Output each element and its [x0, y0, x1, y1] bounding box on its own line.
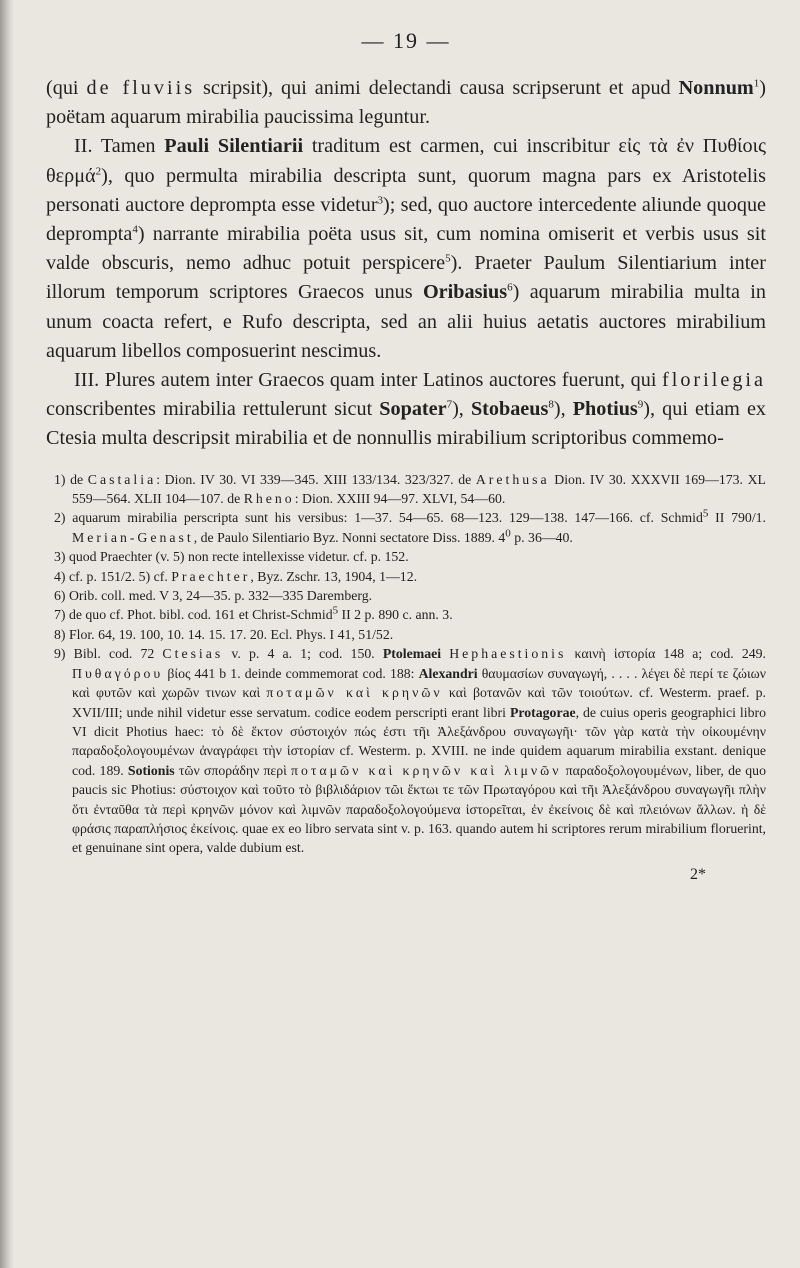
author-name: Sopater [379, 398, 447, 421]
footnote-3 [46, 547, 766, 566]
text-run [441, 646, 449, 661]
footnote-7 [46, 605, 766, 624]
spaced-term: Merian-Genast [72, 529, 194, 545]
text-run: 6) Orib. coll. med. V 3, 24—35. p. 332—335 Daremberg. [54, 588, 373, 604]
spaced-term: Hephaestionis [449, 646, 567, 662]
author-name: Oribasius [422, 281, 508, 304]
text-run: θαυμασίων συναγωγή, . . . . λέγει δὲ περί τε ζώιων καὶ φυτῶν καὶ χωρῶν τινων καὶ [72, 665, 767, 701]
text-run: ). Praeter Paulum Silentiarium inter illorum temporum scriptores Graecos unus [46, 252, 766, 304]
text-run: καινὴ ἱστορία 148 a; cod. 249. [566, 646, 766, 662]
footnote-marker: 3 [377, 194, 384, 207]
author-name: Sotionis [127, 762, 175, 778]
text-run: traditum est carmen, cui inscribitur εἰς τὰ ἐν Πυθίοις θερμά [46, 135, 766, 187]
text-run: , de Paulo Silentiario Byz. Nonni sectatore Diss. 1889. 4 [193, 529, 506, 545]
spaced-term: Πυθαγόρου [72, 665, 164, 681]
text-run: , Byz. Zschr. 13, 1904, 1—12. [250, 568, 418, 584]
spaced-term: Arethusa [475, 471, 550, 487]
text-run: , de cuius operis geographici libro VI dicit Photius haec: τὸ δὲ ἕκτον σύστοιχόν πώς ἐστι τῆι Ἀλεξάνδρου συναγωγῆι· τῶν γὰρ κατὰ τὴν οἰκουμένην παραδοξολογουμένων ἀναγράφει τὴν ἱστορίαν cf. Westerm. p. XVIII. ne inde quidem aquarum mirabilia exstant. denique cod. 189. [72, 704, 766, 778]
text-run: 3) quod Praechter (v. 5) non recte intellexisse videtur. cf. p. 152. [54, 549, 409, 565]
text-run: ), [452, 398, 471, 421]
footnotes [46, 470, 766, 858]
paragraph-2 [46, 132, 766, 366]
text-run: 7) de quo cf. Phot. bibl. cod. 161 et Christ-Schmid [54, 607, 333, 623]
format-superscript: 0 [505, 527, 511, 540]
edition-superscript: 5 [702, 507, 709, 520]
text-run: II 2 p. 890 c. ann. 3. [338, 607, 453, 623]
footnote-8 [46, 625, 766, 644]
signature-mark: 2* [690, 865, 706, 883]
main-text [46, 74, 766, 454]
spaced-term: Rheno [243, 491, 295, 507]
text-run: ) aquarum mirabilia multa in unum coacta refert, e Rufo descripta, sed an alii huius aetatis auctores mirabilium aquarum libellos composuerint nescimus. [46, 281, 766, 362]
author-name: Stobaeus [470, 398, 549, 421]
footnote-marker: 7 [446, 398, 453, 411]
author-name: Pauli Silentiarii [164, 135, 304, 158]
spaced-term: ποταμῶν καὶ κρηνῶν [266, 685, 443, 701]
footnote-marker: 9 [637, 398, 644, 411]
text-run: 9) Bibl. cod. 72 [54, 646, 163, 662]
footnote-1 [46, 470, 766, 509]
footnote-6 [46, 586, 766, 605]
text-run: ) narrante mirabilia poëta usus sit, cum nomina omiserit et verbis usus sit valde obscuris, nemo adhuc potuit perspicere [46, 223, 766, 275]
spaced-term: ποταμῶν καὶ κρηνῶν καὶ λιμνῶν [291, 762, 562, 778]
text-run: p. 36—40. [510, 529, 573, 545]
spaced-term: Praechter [171, 568, 251, 584]
text-run: Dion. IV 30. XXXVII 169—173. XL 559—564. XLII 104—107. de [72, 471, 766, 507]
author-name: Photius [572, 398, 638, 421]
author-name: Nonnum [678, 77, 754, 99]
paragraph-1 [46, 74, 766, 132]
footnote-2 [46, 508, 766, 547]
edition-superscript: 5 [332, 604, 339, 617]
text-run: ) poëtam aquarum mirabilia paucissima leguntur. [46, 77, 766, 129]
text-run: τῶν σποράδην περὶ [174, 762, 292, 778]
page-number: — 19 — [361, 28, 451, 53]
footnote-4-5 [46, 567, 766, 586]
text-run: 2) aquarum mirabilia perscripta sunt his versibus: 1—37. 54—65. 68—123. 129—138. 147—166. cf. Schmid [54, 510, 703, 526]
text-run: : Dion. XXIII 94—97. XLVI, 54—60. [294, 491, 506, 507]
text-run: παραδοξολογουμένων, liber, de quo paucis sic Photius: σύστοιχον καὶ τοῦτο τὸ βιβλιδάριον τῶι ἕκτωι τε τῶν Πρωταγόρου καὶ τῆι Ἀλεξάνδρου συναγωγῆι πλὴν ὅτι ἐνταῦθα τὰ περὶ κρηνῶν μόνον καὶ λιμνῶν παραδοξολογούμενα ἱστορεῖται, ἐν ἐκείνοις δὲ καὶ πλειόνων ἄλλων. ἡ δὲ φράσις παραπλήσιος ἐκείνοις. quae ex eo libro servata sint v. p. 163. quando autem hi scriptores rerum mirabilium floruerint, et genuinane sint opera, valde dubium est. [72, 762, 766, 856]
text-run: : Dion. IV 30. VI 339—345. XIII 133/134. 323/327. de [156, 471, 476, 487]
text-run: II. Tamen [74, 135, 165, 158]
author-name: Protagorae [509, 704, 576, 720]
author-name: Alexandri [418, 665, 478, 681]
spaced-term: florilegia [662, 369, 766, 392]
footnote-marker: 1 [753, 77, 760, 90]
spaced-term: Castalia [87, 471, 157, 487]
footnote-marker: 4 [132, 223, 138, 236]
text-run: 8) Flor. 64, 19. 100, 10. 14. 15. 17. 20. Ecl. Phys. I 41, 51/52. [54, 626, 394, 642]
paragraph-3 [46, 366, 766, 454]
text-run: scripsit), qui animi delectandi causa scripserunt et apud [195, 77, 679, 99]
footnote-marker: 8 [548, 398, 554, 411]
text-run: ), [553, 398, 573, 421]
spaced-term: Ctesias [162, 646, 224, 662]
footnote-9 [46, 644, 766, 857]
text-run: v. p. 4 a. 1; cod. 150. [223, 646, 383, 662]
text-run: (qui [46, 77, 87, 99]
text-run: 1) de [54, 471, 88, 487]
text-run: καὶ βοτανῶν καὶ τῶν τοιούτων. cf. Westerm. praef. p. XVII/III; unde nihil videtur esse servatum. codice eodem perscripti erant libri [72, 685, 766, 720]
text-run: 4) cf. p. 151/2. 5) cf. [54, 568, 172, 584]
footnote-marker: 6 [507, 281, 513, 294]
footnote-marker: 2 [95, 164, 102, 177]
text-run: ), quo permulta mirabilia descripta sunt, quorum magna pars ex Aristotelis personati auctore deprompta esse videtur [46, 164, 766, 216]
text-run: II 790/1. [708, 510, 766, 526]
text-run: ); sed, quo auctore intercedente aliunde quoque deprompta [46, 193, 766, 246]
footnote-marker: 5 [445, 252, 451, 265]
text-run: ), qui etiam ex Ctesia multa descripsit mirabilia et de nonnullis mirabilium scriptoribus commemo- [46, 398, 766, 450]
text-run: conscribentes mirabilia rettulerunt sicut [46, 398, 380, 421]
author-name: Ptolemaei [382, 646, 442, 662]
text-run: βίος 441 b 1. deinde commemorat cod. 188: [163, 665, 419, 681]
spaced-term: de fluviis [86, 77, 196, 99]
text-run: III. Plures autem inter Graecos quam inter Latinos auctores fuerunt, qui [74, 369, 662, 392]
